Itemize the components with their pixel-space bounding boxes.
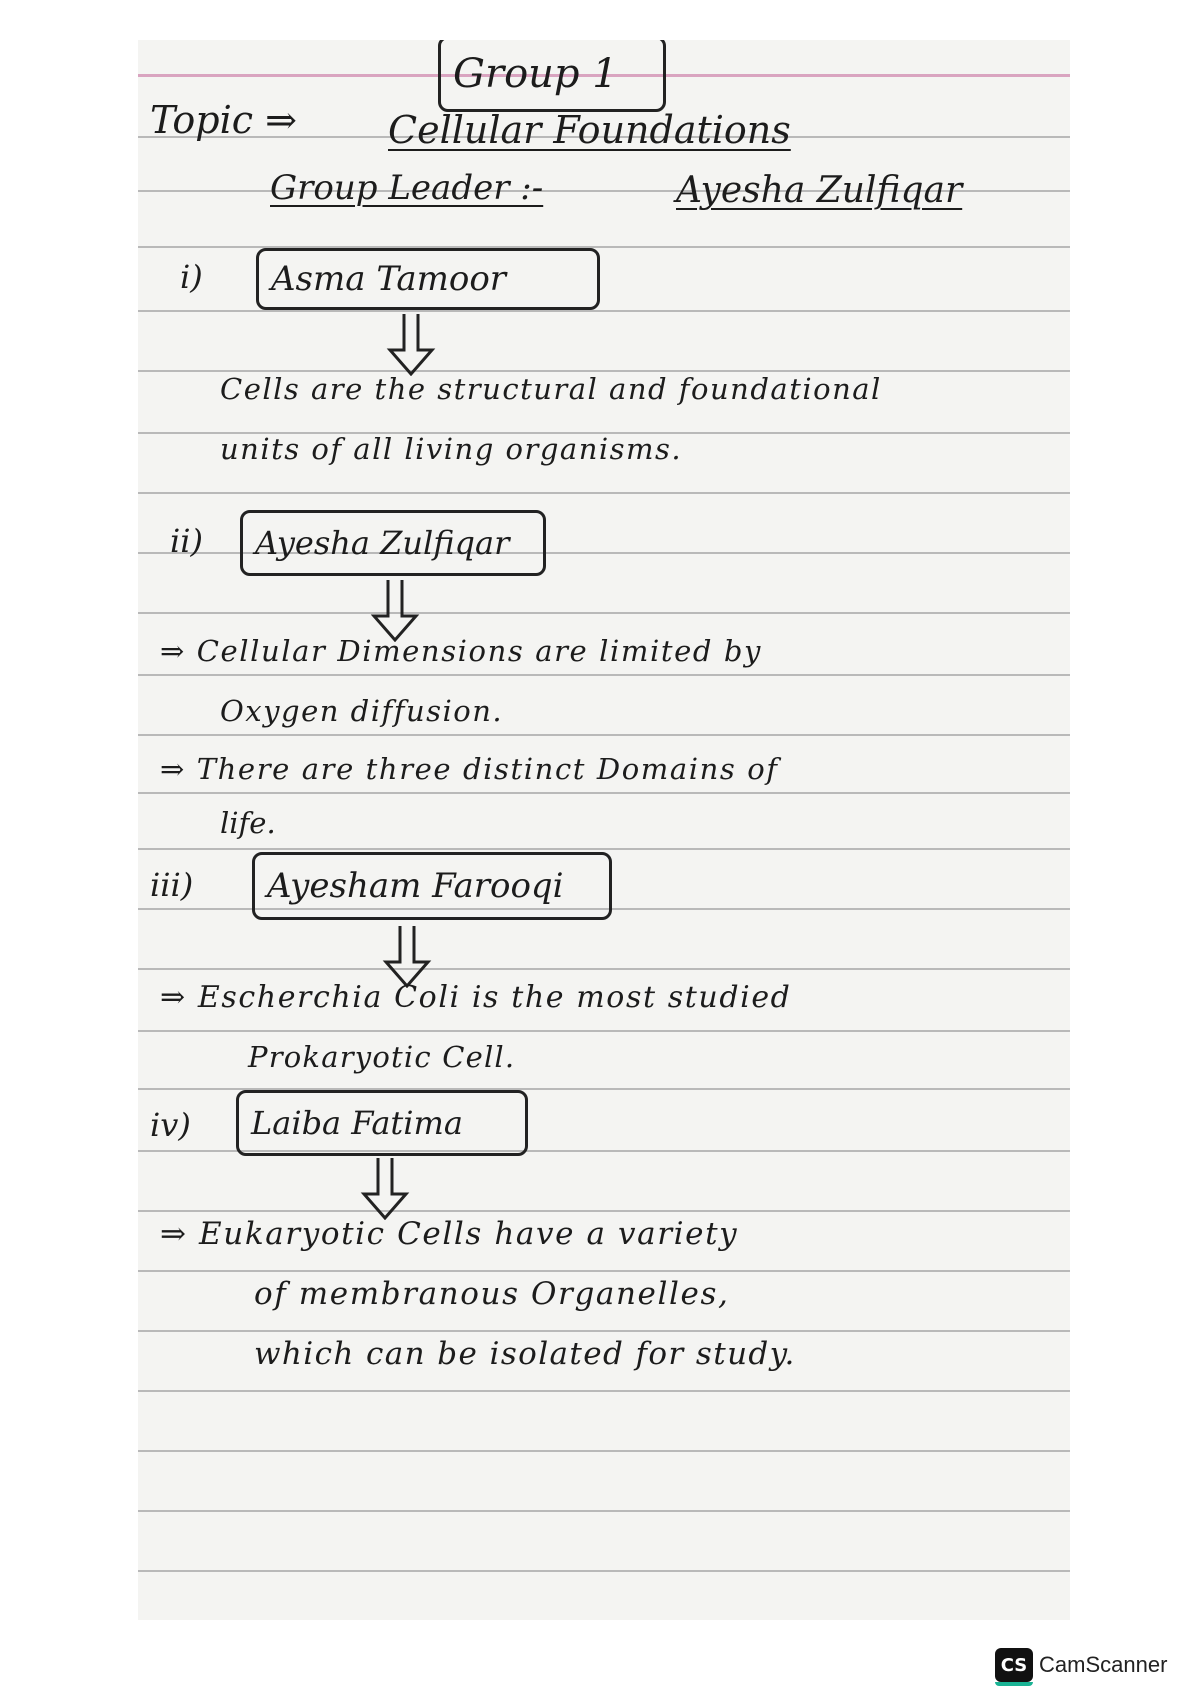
down-arrow-icon bbox=[386, 312, 436, 376]
member-name: Asma Tamoor bbox=[271, 259, 507, 299]
member-name: Ayesham Farooqi bbox=[267, 866, 564, 906]
member-line: ⇒ Cellular Dimensions are limited by bbox=[160, 634, 763, 668]
page-title-text: Group 1 bbox=[453, 51, 618, 97]
down-arrow-icon bbox=[360, 1156, 410, 1220]
member-number: iii) bbox=[150, 866, 194, 904]
down-arrow-icon bbox=[370, 578, 420, 642]
camscanner-watermark bbox=[995, 1648, 1167, 1682]
member-line: which can be isolated for study. bbox=[254, 1336, 796, 1372]
member-name-box bbox=[252, 852, 612, 920]
camscanner-label: CamScanner bbox=[1039, 1652, 1168, 1677]
camscanner-logo-text: CS bbox=[1000, 1654, 1028, 1676]
member-line: ⇒ Escherchia Coli is the most studied bbox=[160, 980, 792, 1015]
topic-label: Topic ⇒ bbox=[150, 98, 297, 142]
topic-value: Cellular Foundations bbox=[388, 108, 791, 152]
member-line: ⇒ Eukaryotic Cells have a variety bbox=[160, 1216, 739, 1252]
member-line: of membranous Organelles, bbox=[254, 1276, 730, 1312]
member-number: iv) bbox=[150, 1106, 191, 1144]
member-number: i) bbox=[180, 258, 203, 296]
member-number: ii) bbox=[170, 522, 203, 560]
page-title bbox=[438, 40, 666, 112]
down-arrow-icon bbox=[382, 924, 432, 988]
member-name: Ayesha Zulfiqar bbox=[255, 524, 510, 562]
member-name-box bbox=[236, 1090, 528, 1156]
leader-label: Group Leader :- bbox=[270, 168, 544, 208]
camscanner-logo-icon bbox=[995, 1648, 1033, 1682]
member-line: ⇒ There are three distinct Domains of bbox=[160, 752, 779, 786]
member-line: Oxygen diffusion. bbox=[220, 694, 504, 728]
member-line: Prokaryotic Cell. bbox=[248, 1040, 516, 1074]
member-name: Laiba Fatima bbox=[251, 1104, 463, 1142]
member-line: units of all living organisms. bbox=[220, 432, 683, 466]
member-name-box bbox=[240, 510, 546, 576]
member-name-box bbox=[256, 248, 600, 310]
member-line: life. bbox=[220, 806, 276, 840]
notebook-page bbox=[138, 40, 1070, 1620]
member-line: Cells are the structural and foundational bbox=[220, 372, 882, 406]
leader-value: Ayesha Zulfiqar bbox=[676, 170, 963, 211]
